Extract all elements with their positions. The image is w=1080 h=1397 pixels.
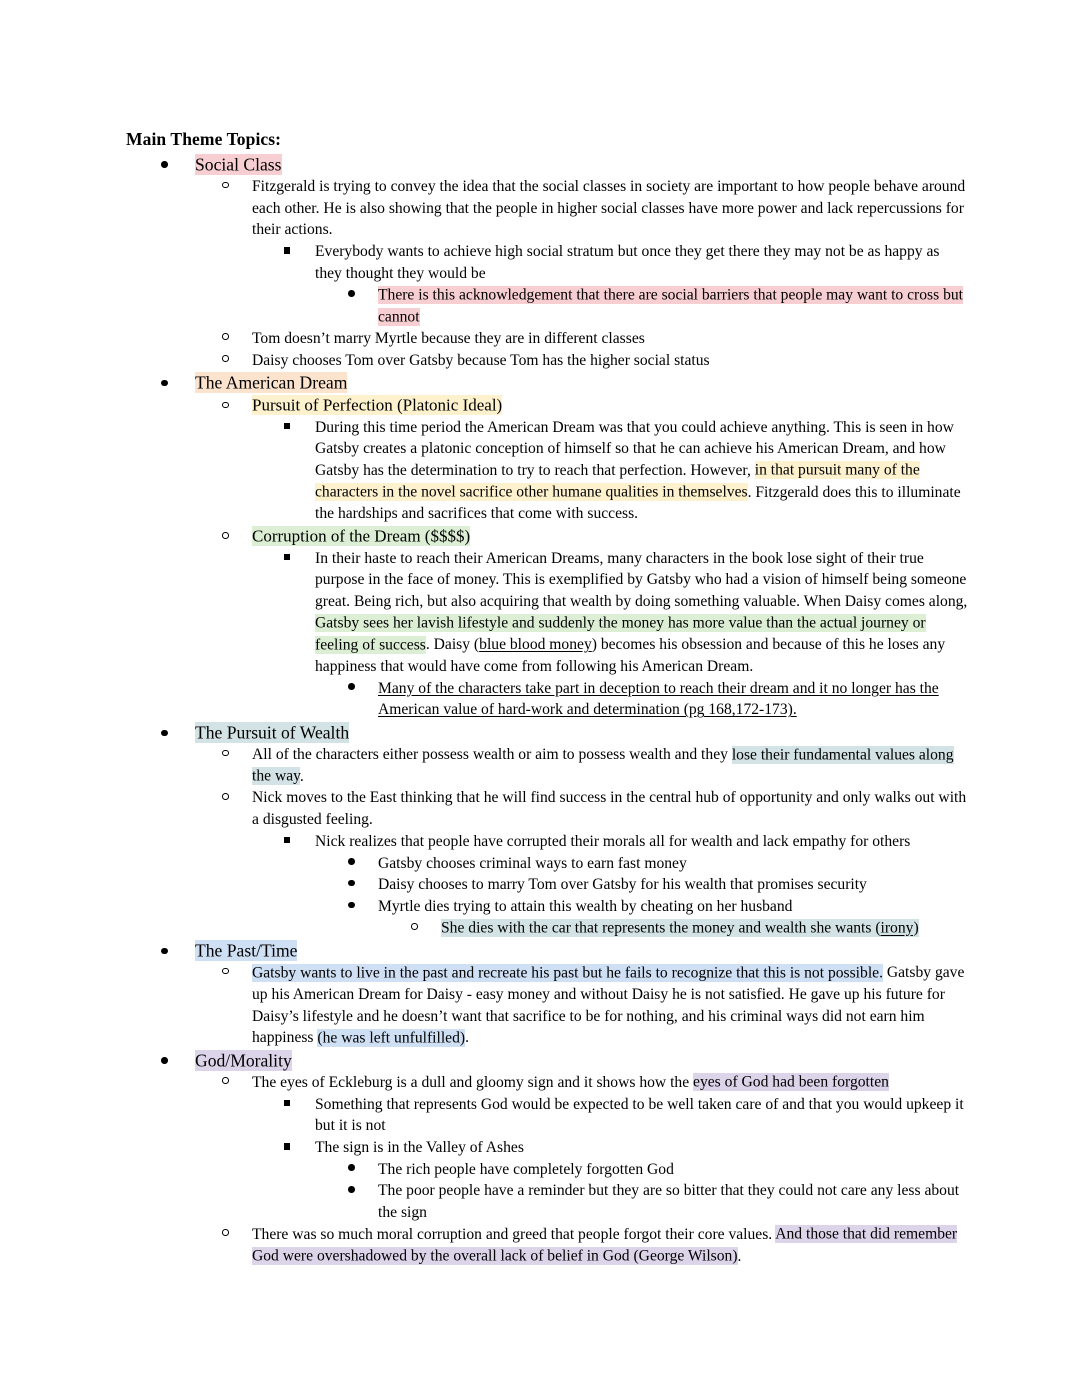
bullet-square-icon: [284, 548, 290, 570]
pursuit-of-wealth-children: [126, 744, 970, 939]
social-class-p2-row: [126, 328, 970, 350]
outline-item-social-class-p1[interactable]: [126, 176, 970, 328]
bullet-circle-icon: [222, 1072, 229, 1094]
pursuit-of-wealth-heading: The Pursuit of Wealth: [195, 722, 350, 743]
social-class-p3-row: [126, 350, 970, 372]
outline-item-social-class-p3[interactable]: [126, 350, 970, 372]
outline-root: [126, 153, 970, 1267]
social-class-p1-sub-row: [126, 241, 970, 284]
eckleburg-part-a: The eyes of Eckleburg is a dull and gloomy sign and it shows how the: [252, 1073, 694, 1091]
pursuit-body-highlight: in that pursuit many of the characters in the novel sacrifice other humane qualities in themselves: [315, 461, 920, 501]
pursuit-of-perfection-heading: Pursuit of Perfection (Platonic Ideal): [252, 395, 503, 415]
bullet-disc-icon: [161, 939, 168, 963]
outline-item-social-class-p2[interactable]: [126, 328, 970, 350]
bullet-disc-icon: [348, 284, 355, 306]
moral-corruption-part-a: There was so much moral corruption and greed that people forgot their core values.: [252, 1225, 776, 1243]
valley-of-ashes-row: [126, 1137, 970, 1159]
corruption-body-row: [126, 548, 970, 678]
bullet-disc-icon: [348, 1159, 355, 1181]
wealth-p2-sub-text: Nick realizes that people have corrupted their morals all for wealth and lack empathy for others: [315, 832, 911, 850]
social-class-p1-row: [126, 176, 970, 241]
wealth-p1-row: [126, 744, 970, 787]
valley-of-ashes-text: The sign is in the Valley of Ashes: [315, 1138, 524, 1156]
bullet-square-icon: [284, 831, 290, 853]
outline-item-past-time-body[interactable]: [126, 962, 970, 1049]
social-class-p2-text: Tom doesn’t marry Myrtle because they are in different classes: [252, 329, 645, 347]
outline-item-pursuit-of-wealth[interactable]: [126, 721, 970, 939]
wealth-p2-children: [126, 831, 970, 940]
bullet-disc-icon: [348, 896, 355, 918]
corruption-body-part-a: In their haste to reach their American Dreams, many characters in the book lose sight of their true purpose in the face of money. This is exemplified by Gatsby who had a vision of himself being someone great. Being rich, but also acquiring that wealth by doing something valuable. When Daisy comes along,: [315, 549, 968, 610]
valley-of-ashes-children: [126, 1159, 970, 1224]
social-barriers-row: [126, 284, 970, 327]
corruption-body-highlight: Gatsby sees her lavish lifestyle and suddenly the money has more value than the actual journey or feeling of success: [315, 614, 926, 654]
outline-item-irony[interactable]: [126, 918, 970, 940]
bullet-circle-icon: [222, 744, 229, 766]
outline-item-social-class-p1-sub[interactable]: [126, 241, 970, 328]
irony-underline: irony: [880, 919, 914, 937]
bullet-circle-icon: [222, 787, 229, 809]
wealth-example-text: Gatsby chooses criminal ways to earn fast money: [378, 854, 687, 872]
list-item[interactable]: [126, 1180, 970, 1223]
pursuit-of-perfection-heading-row: [126, 394, 970, 416]
bullet-disc-icon: [348, 678, 355, 700]
past-time-children: [126, 962, 970, 1049]
moral-corruption-highlight: And those that did remember God were overshadowed by the overall lack of belief in God (George Wilson): [252, 1225, 958, 1265]
eckleburg-sub1-text: Something that represents God would be expected to be well taken care of and that you would upkeep it but it is not: [315, 1095, 964, 1135]
wealth-example-text: Myrtle dies trying to attain this wealth by cheating on her husband: [378, 897, 793, 915]
american-dream-heading-row: [126, 371, 970, 394]
wealth-p2-sub-row: [126, 831, 970, 853]
outline-item-eckleburg-sub1[interactable]: [126, 1094, 970, 1137]
outline-item-wealth-p2-sub[interactable]: [126, 831, 970, 940]
wealth-example-row: [126, 853, 970, 875]
god-morality-heading-row: [126, 1049, 970, 1072]
bullet-disc-icon: [161, 721, 168, 745]
irony-row: [126, 918, 970, 940]
bullet-square-icon: [284, 417, 290, 439]
outline-item-past-time[interactable]: [126, 939, 970, 1049]
god-morality-children: [126, 1072, 970, 1267]
past-time-heading-row: [126, 939, 970, 962]
corruption-body-children: [126, 678, 970, 721]
wealth-p1-highlight: lose their fundamental values along the way: [252, 746, 954, 785]
valley-note-row: [126, 1159, 970, 1181]
moral-corruption-part-b: .: [737, 1247, 742, 1265]
social-class-p1-sub-text: Everybody wants to achieve high social stratum but once they get there they may not be as happy as they thought they would be: [315, 243, 940, 282]
american-dream-heading: The American Dream: [195, 372, 348, 393]
social-class-p3-text: Daisy chooses Tom over Gatsby because Tom has the higher social status: [252, 351, 710, 369]
god-morality-heading: God/Morality: [195, 1050, 292, 1071]
bullet-circle-icon: [222, 176, 229, 198]
past-time-body-part-b: .: [465, 1029, 469, 1047]
eckleburg-children: [126, 1094, 970, 1224]
deception-note-row: [126, 678, 970, 721]
social-barriers-text: There is this acknowledgement that there are social barriers that people may want to cross but cannot: [378, 286, 963, 326]
bullet-disc-icon: [161, 1049, 168, 1073]
past-time-highlight-2: (he was left unfulfilled): [317, 1029, 466, 1047]
corruption-body-part-c: ) becomes his obsession and because of this he loses any happiness that would have come from following his American Dream.: [315, 636, 946, 676]
bullet-circle-icon: [222, 394, 229, 418]
american-dream-children: [126, 394, 970, 721]
social-class-p1-children: [126, 241, 970, 328]
eckleburg-row: [126, 1072, 970, 1094]
bullet-disc-icon: [161, 153, 168, 177]
bullet-circle-icon: [222, 350, 229, 372]
wealth-p2-text: Nick moves to the East thinking that he will find success in the central hub of opportunity and only walks out with a disgusted feeling.: [252, 789, 967, 829]
valley-note-text: The poor people have a reminder but they are so bitter that they could not care any less about the sign: [378, 1182, 960, 1222]
bullet-square-icon: [284, 1094, 290, 1116]
past-time-highlight-1: Gatsby wants to live in the past and recreate his past but he fails to recognize that this is not possible.: [252, 964, 883, 982]
wealth-examples-list: [126, 853, 970, 940]
outline-item-corruption-of-the-dream[interactable]: [126, 525, 970, 721]
myrtle-irony-children: [126, 918, 970, 940]
pursuit-body-part-a: During this time period the American Dream was that you could achieve anything. This is seen in how Gatsby creates a platonic conception of himself so that he can achieve his American Dream, and how Gatsby has the determination to try to reach that perfection. However,: [315, 418, 954, 479]
bullet-circle-icon: [411, 918, 418, 940]
irony-text-part-b: ): [913, 919, 919, 937]
corruption-children: [126, 548, 970, 722]
list-item[interactable]: [126, 896, 970, 939]
irony-text-part-a: She dies with the car that represents the money and wealth she wants (: [441, 919, 881, 937]
list-item[interactable]: [126, 853, 970, 875]
deception-note-text: Many of the characters take part in deception to reach their dream and it no longer has the American value of hard-work and determination (pg 168,172-173).: [378, 679, 939, 719]
list-item[interactable]: [126, 1159, 970, 1181]
wealth-example-row: [126, 896, 970, 918]
valley-note-row: [126, 1180, 970, 1223]
page-title: Main Theme Topics:: [126, 129, 282, 149]
bullet-disc-icon: [348, 1180, 355, 1202]
outline-item-god-morality[interactable]: [126, 1049, 970, 1267]
eckleburg-highlight: eyes of God had been forgotten: [693, 1073, 889, 1091]
corruption-body-part-b: . Daisy (: [425, 636, 480, 654]
social-class-heading-row: [126, 153, 970, 176]
outline-item-american-dream[interactable]: [126, 371, 970, 721]
past-time-body-row: [126, 962, 970, 1049]
moral-corruption-row: [126, 1224, 970, 1267]
outline-item-corruption-body[interactable]: [126, 548, 970, 722]
outline-item-social-class[interactable]: [126, 153, 970, 371]
outline-item-wealth-p1[interactable]: [126, 744, 970, 787]
past-time-heading: The Past/Time: [195, 940, 298, 961]
outline-item-wealth-p2[interactable]: [126, 787, 970, 939]
pursuit-of-perfection-children: [126, 417, 970, 526]
bullet-circle-icon: [222, 1224, 229, 1246]
outline-item-moral-corruption[interactable]: [126, 1224, 970, 1267]
wealth-example-text: Daisy chooses to marry Tom over Gatsby for his wealth that promises security: [378, 876, 867, 894]
outline-item-pursuit-of-perfection[interactable]: [126, 394, 970, 525]
corruption-heading: Corruption of the Dream ($$$$): [252, 526, 471, 546]
social-class-p1-sub-children: [126, 284, 970, 327]
wealth-p2-row: [126, 787, 970, 830]
corruption-heading-row: [126, 525, 970, 547]
pursuit-body-row: [126, 417, 970, 526]
blue-blood-money-underline: blue blood money: [479, 636, 592, 654]
outline-item-valley-of-ashes[interactable]: [126, 1137, 970, 1224]
eckleburg-sub1-row: [126, 1094, 970, 1137]
past-time-body-part-a: Gatsby gave up his American Dream for Daisy - easy money and without Daisy he is not satisfied. He gave up his future for Daisy’s lifestyle and he doesn’t want that sacrifice to be for nothing, and his criminal ways did not earn him happiness: [252, 964, 965, 1047]
bullet-disc-icon: [348, 874, 355, 896]
wealth-p1-part-a: All of the characters either possess wealth or aim to possess wealth and they: [252, 746, 732, 764]
social-class-p1-text: Fitzgerald is trying to convey the idea that the social classes in society are important to how people behave around each other. He is also showing that the people in higher social classes have more power and lack repercussions for their actions.: [252, 177, 966, 239]
outline-item-eckleburg[interactable]: [126, 1072, 970, 1224]
bullet-square-icon: [284, 1137, 290, 1159]
pursuit-body-part-b: . Fitzgerald does this to illuminate the hardships and sacrifices that come with success.: [315, 483, 961, 523]
outline-item-pursuit-body[interactable]: [126, 417, 970, 526]
bullet-square-icon: [284, 241, 290, 263]
list-item[interactable]: [126, 874, 970, 896]
outline-item-deception-note[interactable]: [126, 678, 970, 721]
bullet-circle-icon: [222, 525, 229, 549]
bullet-circle-icon: [222, 328, 229, 350]
valley-note-text: The rich people have completely forgotten God: [378, 1160, 674, 1178]
bullet-disc-icon: [161, 371, 168, 395]
bullet-circle-icon: [222, 962, 229, 984]
pursuit-of-wealth-heading-row: [126, 721, 970, 744]
outline-item-social-barriers[interactable]: [126, 284, 970, 327]
social-class-children: [126, 176, 970, 371]
bullet-disc-icon: [348, 853, 355, 875]
social-class-heading: Social Class: [195, 154, 282, 175]
wealth-example-row: [126, 874, 970, 896]
wealth-p1-part-b: .: [299, 767, 304, 785]
